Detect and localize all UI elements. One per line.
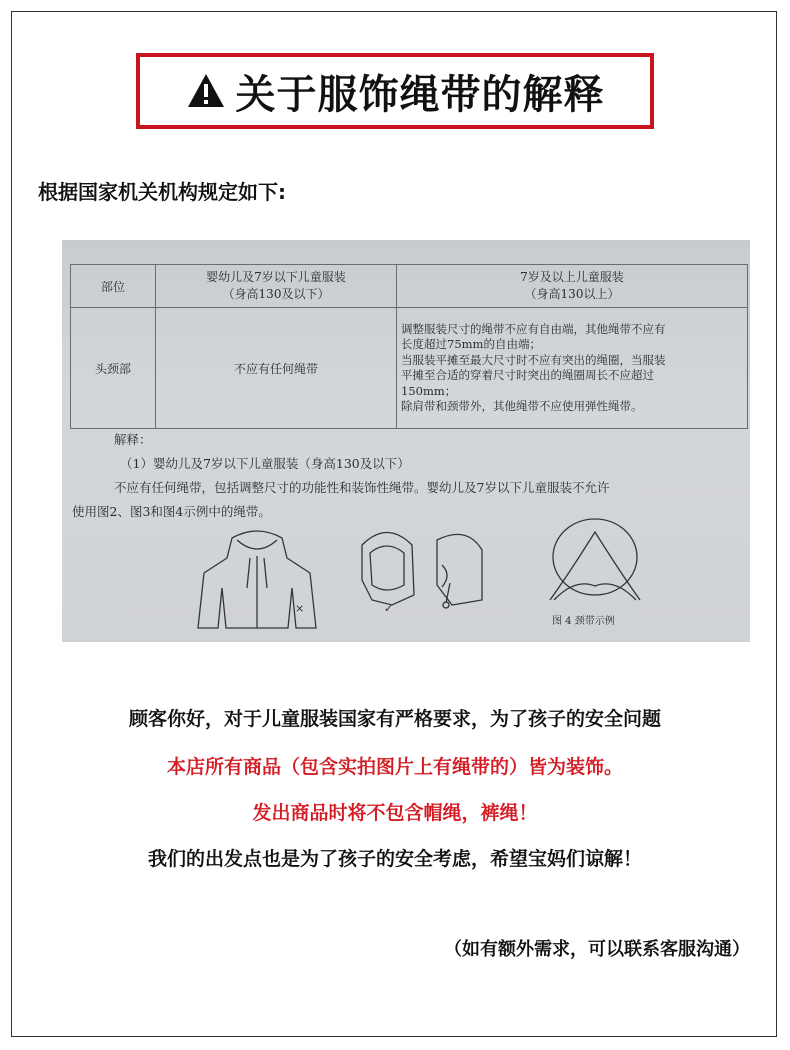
message-line-3: 发出商品时将不包含帽绳，裤绳！ <box>252 802 538 824</box>
header-part: 部位 <box>71 265 156 308</box>
cell-child: 调整服装尺寸的绳带不应有自由端，其他绳带不应有 长度超过75mm的自由端； 当服装平摊至最大尺寸时不应有突出的绳圈，当服装 平摊至合适的穿着尺寸时突出的绳圈周长不应超过 150mm； 除肩带和颈带外，其他绳带不应使用弹性绳带。 <box>397 308 748 429</box>
title-box <box>136 53 654 129</box>
explain-item: （1）婴幼儿及7岁以下儿童服装（身高130及以下） <box>120 456 410 471</box>
cell-infant: 不应有任何绳带 <box>156 308 397 429</box>
header-child: 7岁及以上儿童服装 （身高130以上） <box>397 265 748 308</box>
hood-illustration <box>342 525 502 625</box>
warning-triangle-icon <box>186 72 226 110</box>
header-infant: 婴幼儿及7岁以下儿童服装 （身高130及以下） <box>156 265 397 308</box>
message-line-4: 我们的出发点也是为了孩子的安全考虑，希望宝妈们谅解！ <box>147 848 642 870</box>
page-title: 关于服饰绳带的解释 <box>235 71 605 118</box>
contact-note: （如有额外需求，可以联系客服沟通） <box>444 939 750 960</box>
hoodie-illustration <box>192 528 322 638</box>
neck-strap-illustration <box>540 512 650 612</box>
fig3-check-mark: ✓ <box>384 602 394 615</box>
regulation-table <box>70 264 748 429</box>
message-line-2: 本店所有商品（包含实拍图片上有绳带的）皆为装饰。 <box>166 756 623 778</box>
message-line-1: 顾客你好，对于儿童服装国家有严格要求，为了孩子的安全问题 <box>128 708 661 730</box>
fig4-caption: 图 4 颈带示例 <box>552 616 615 627</box>
regulation-photo <box>62 240 750 642</box>
fig2-cross-mark: × <box>295 602 305 615</box>
explain-line-2: 使用图2、图3和图4示例中的绳带。 <box>72 504 271 519</box>
explain-line-1: 不应有任何绳带，包括调整尺寸的功能性和装饰性绳带。婴幼儿及7岁以下儿童服装不允许 <box>114 480 610 495</box>
intro-text: 根据国家机关机构规定如下: <box>38 180 286 204</box>
cell-part: 头颈部 <box>71 308 156 429</box>
explain-label: 解释： <box>114 432 152 447</box>
